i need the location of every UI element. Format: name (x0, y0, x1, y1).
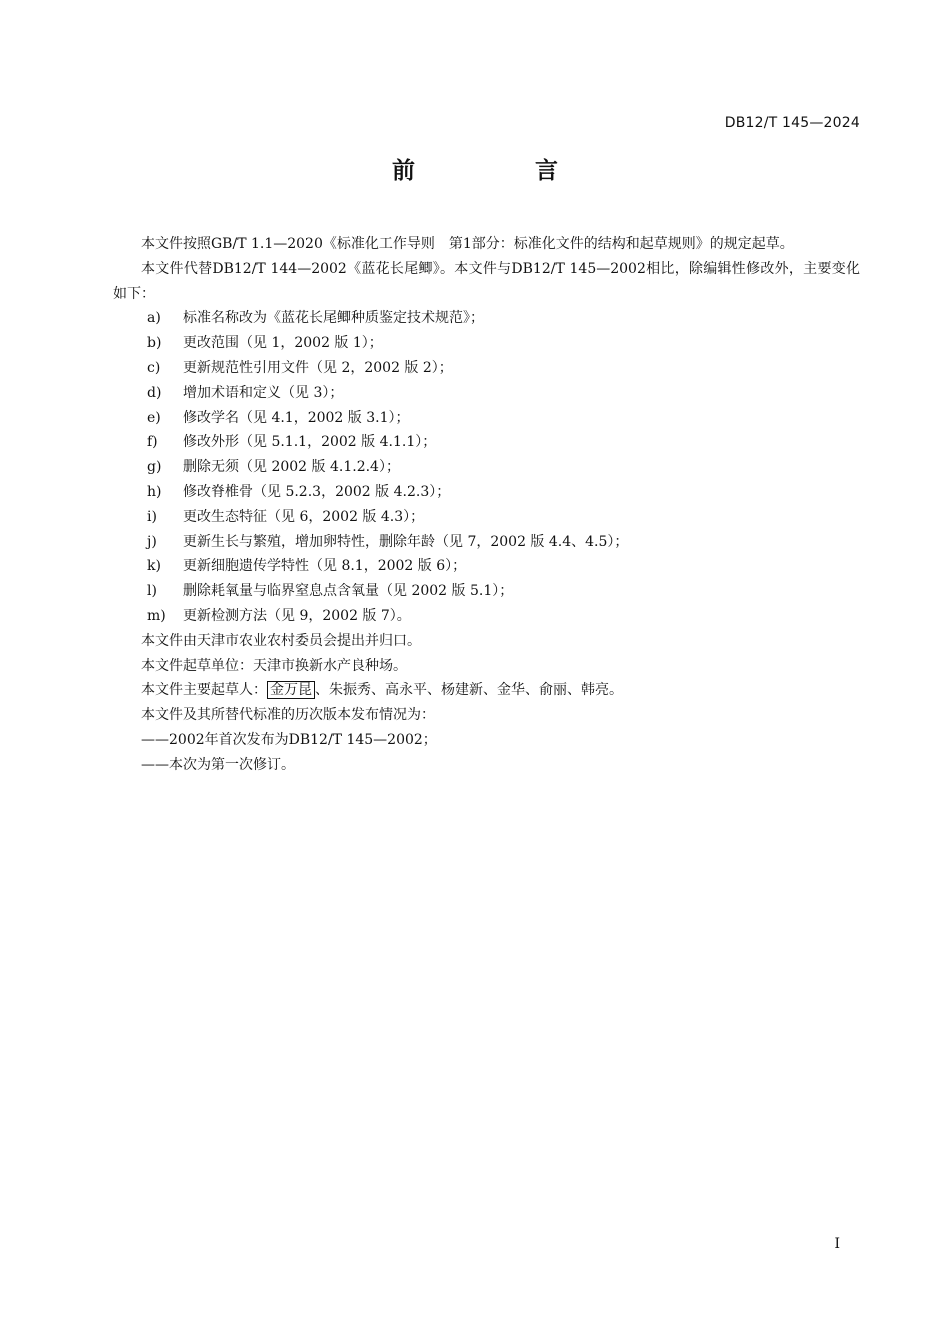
proposer-paragraph: 本文件由天津市农业农村委员会提出并归口。 (141, 632, 421, 649)
drafters-rest: 、朱振秀、高永平、杨建新、金华、俞丽、韩亮。 (315, 682, 623, 699)
replacement-paragraph: 本文件代替DB12/T 144—2002《蓝花长尾鲫》。本文件与DB12/T 145—2002相比，除编辑性修改外，主要变化如下： (113, 260, 860, 302)
list-item-text: 更新细胞遗传学特性（见 8.1，2002 版 6）； (183, 558, 467, 575)
foreword-body (113, 232, 860, 778)
list-item-text: 更改生态特征（见 6，2002 版 4.3）； (183, 508, 425, 525)
drafters-prefix: 本文件主要起草人： (141, 682, 267, 699)
list-item (113, 530, 860, 555)
list-marker: e) (147, 409, 161, 426)
list-marker: f) (147, 434, 158, 451)
list-marker: g) (147, 459, 162, 476)
page-title: 前 言 (391, 158, 614, 184)
list-item (113, 579, 860, 604)
list-item (113, 455, 860, 480)
list-item-text: 修改外形（见 5.1.1，2002 版 4.1.1）； (183, 434, 437, 451)
changes-list (113, 306, 860, 628)
list-item (113, 480, 860, 505)
drafting-unit-paragraph: 本文件起草单位：天津市换新水产良种场。 (141, 657, 407, 674)
list-item (113, 331, 860, 356)
basis-paragraph: 本文件按照GB/T 1.1—2020《标准化工作导则 第1部分：标准化文件的结构和起草规则》的规定起草。 (141, 236, 794, 252)
history-item: ——2002年首次发布为DB12/T 145—2002； (141, 731, 437, 748)
list-item-text: 修改脊椎骨（见 5.2.3，2002 版 4.2.3）； (183, 483, 451, 500)
highlighted-drafter-name: 金万昆 (267, 681, 315, 699)
list-item-text: 更新生长与繁殖，增加卵特性，删除年龄（见 7，2002 版 4.4、4.5）； (183, 533, 629, 550)
page-number: I (834, 1236, 840, 1252)
list-item (113, 604, 860, 629)
list-item-text: 更改范围（见 1，2002 版 1）； (183, 335, 383, 352)
list-item-text: 增加术语和定义（见 3）； (183, 384, 344, 401)
list-item (113, 356, 860, 381)
list-marker: h) (147, 483, 162, 500)
list-marker: b) (147, 335, 162, 352)
drafters-paragraph (113, 678, 860, 703)
list-item (113, 306, 860, 331)
list-item (113, 406, 860, 431)
list-marker: m) (147, 607, 166, 624)
list-marker: k) (147, 558, 161, 575)
list-marker: i) (147, 508, 157, 525)
list-marker: d) (147, 384, 162, 401)
list-item-text: 更新规范性引用文件（见 2，2002 版 2）； (183, 359, 453, 376)
list-item (113, 381, 860, 406)
list-item-text: 修改学名（见 4.1，2002 版 3.1）； (183, 409, 410, 426)
list-marker: j) (147, 533, 157, 550)
list-item-text: 删除无须（见 2002 版 4.1.2.4）； (183, 459, 400, 476)
list-marker: a) (147, 310, 161, 327)
list-item (113, 554, 860, 579)
list-item (113, 505, 860, 530)
list-marker: c) (147, 359, 161, 376)
list-item (113, 430, 860, 455)
list-marker: l) (147, 583, 157, 600)
list-item-text: 更新检测方法（见 9，2002 版 7）。 (183, 607, 411, 624)
history-item: ——本次为第一次修订。 (141, 756, 295, 773)
standard-code: DB12/T 145—2024 (724, 115, 860, 131)
list-item-text: 删除耗氧量与临界窒息点含氧量（见 2002 版 5.1）； (183, 583, 514, 600)
history-intro-paragraph: 本文件及其所替代标准的历次版本发布情况为： (141, 707, 435, 724)
list-item-text: 标准名称改为《蓝花长尾鲫种质鉴定技术规范》； (183, 310, 484, 327)
